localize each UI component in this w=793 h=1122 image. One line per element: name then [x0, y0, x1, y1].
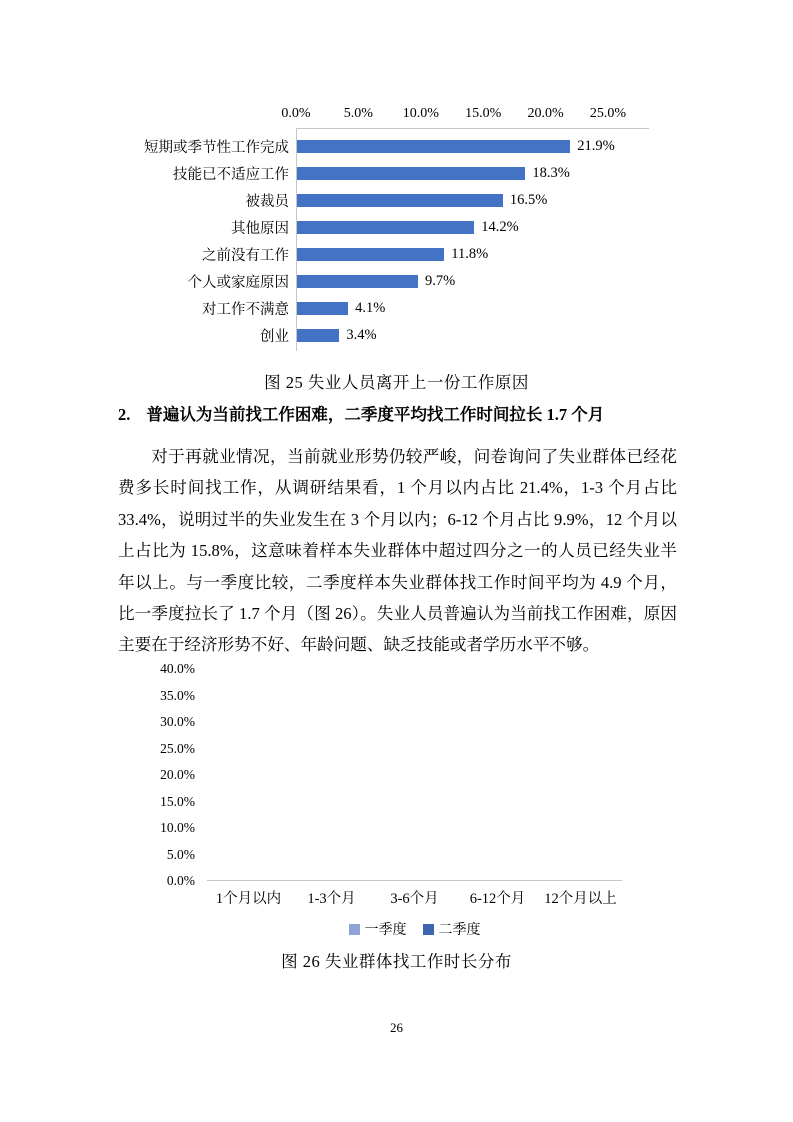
bar [297, 221, 474, 234]
chart2-plot-area [160, 661, 622, 888]
value-label: 3.4% [346, 327, 377, 343]
bar-row [245, 187, 649, 214]
legend-label-2: 二季度 [438, 923, 481, 938]
y-axis-tick-label: 35.0% [160, 687, 195, 703]
value-label: 4.1% [355, 300, 386, 316]
category-label: 短期或季节性工作完成 [144, 140, 289, 156]
bar [297, 167, 525, 180]
chart1-x-axis [281, 104, 627, 128]
legend-swatch-2 [423, 924, 434, 935]
chart2-x-axis [207, 887, 622, 908]
bar-row [187, 268, 649, 295]
value-label: 18.3% [532, 165, 570, 181]
bar [297, 194, 503, 207]
value-label: 16.5% [509, 192, 548, 208]
x-axis-tick-label: 15.0% [465, 106, 502, 121]
x-axis-tick-label: 0.0% [281, 106, 311, 121]
page-number: 26 [390, 1020, 403, 1035]
category-label: 之前没有工作 [202, 248, 289, 264]
bar [297, 248, 444, 261]
x-axis-tick-label: 20.0% [527, 106, 564, 121]
section-number: 2. [118, 405, 131, 424]
bar-row [231, 214, 649, 241]
x-category-label: 6-12个月 [469, 891, 526, 907]
figure-25-caption: 图 25 失业人员离开上一份工作原因 [264, 373, 529, 392]
bar [297, 329, 339, 342]
y-axis-tick-label: 10.0% [160, 820, 195, 835]
category-label: 被裁员 [245, 194, 289, 210]
x-axis-tick-label: 25.0% [589, 106, 627, 121]
x-category-label: 1个月以内 [215, 891, 282, 907]
x-axis-tick-label: 5.0% [343, 106, 373, 121]
chart2-legend [207, 919, 622, 939]
category-label: 创业 [260, 329, 289, 345]
bar-row [144, 133, 649, 160]
chart2-bar-groups [207, 668, 622, 880]
figure-25-chart [120, 104, 720, 351]
section-heading-text: 普遍认为当前找工作困难，二季度平均找工作时间拉长 1.7 个月 [146, 405, 605, 424]
category-label: 对工作不满意 [202, 302, 289, 318]
bar-row [173, 160, 649, 187]
bar-row [202, 241, 649, 268]
legend-swatch-1 [349, 924, 360, 935]
body-paragraph: 对于再就业情况，当前就业形势仍较严峻，问卷询问了失业群体已经花费多长时间找工作，从调研结果看，1 个月以内占比 21.4%，1-3 个月占比 33.4%，说明过半的失业发生在 3 个月以内；6-12 个月占比 9.9%，12 个月以上占比为 15.8%，这意味着样本失业群体中超过四分之一的人员已经失业半年以上。与一季度比较，二季度样本失业群体找工作时间平均为 4.9 个月，比一季度拉长了 1.7 个月（图 26）。失业人员普遍认为当前找工作困难，原因主要在于经济形势不好、年龄问题、缺乏技能或者学历水平不够。 [118, 447, 677, 655]
figure-26-chart [152, 659, 652, 939]
y-axis-tick-label: 5.0% [166, 846, 195, 862]
legend-item-2 [423, 919, 481, 939]
x-category-label: 3-6个月 [390, 891, 439, 907]
category-label: 个人或家庭原因 [187, 275, 289, 291]
bar-row [202, 295, 649, 322]
chart1-plot-area [144, 128, 649, 351]
bar [297, 275, 418, 288]
x-category-label: 12个月以上 [544, 891, 617, 907]
legend-label-1: 一季度 [364, 923, 407, 938]
chart2-y-axis [145, 661, 203, 888]
category-label: 技能已不适应工作 [173, 167, 289, 183]
y-axis-tick-label: 0.0% [166, 873, 195, 888]
legend-item-1 [349, 919, 407, 939]
value-label: 21.9% [577, 138, 615, 154]
bar [297, 140, 570, 153]
y-axis-tick-label: 40.0% [160, 661, 195, 676]
x-category-label: 1-3个月 [307, 891, 356, 907]
y-axis-tick-label: 25.0% [160, 740, 195, 756]
bar-row [260, 322, 649, 349]
value-label: 11.8% [451, 246, 489, 262]
bar [297, 302, 348, 315]
category-label: 其他原因 [231, 221, 289, 237]
value-label: 9.7% [425, 273, 456, 289]
section-heading [118, 401, 680, 425]
figure-26-caption: 图 26 失业群体找工作时长分布 [281, 952, 512, 971]
value-label: 14.2% [481, 219, 519, 235]
y-axis-tick-label: 15.0% [160, 793, 195, 809]
y-axis-tick-label: 30.0% [160, 714, 195, 729]
y-axis-tick-label: 20.0% [160, 767, 195, 782]
x-axis-tick-label: 10.0% [402, 106, 439, 121]
